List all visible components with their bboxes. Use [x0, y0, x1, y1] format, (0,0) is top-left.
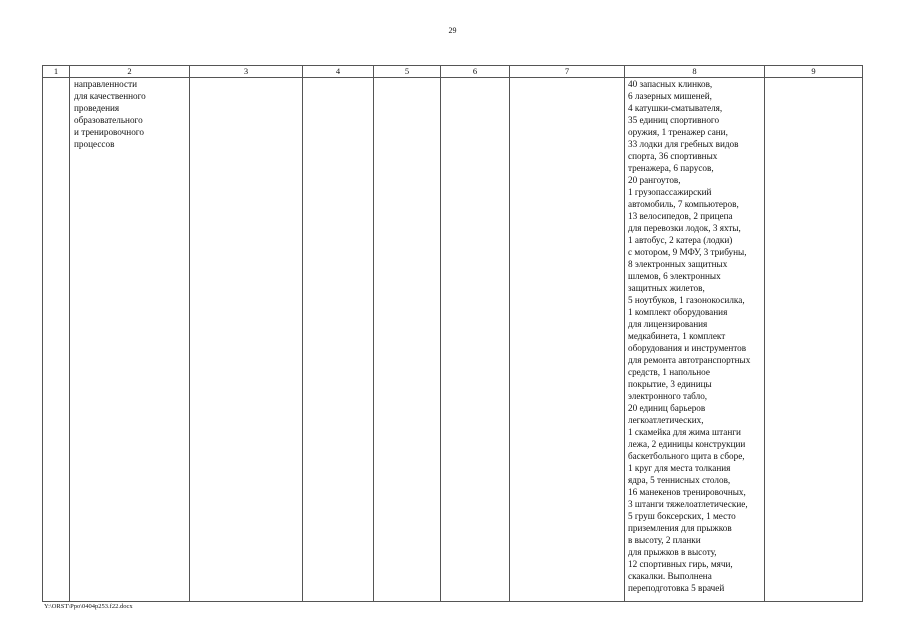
table-cell-col8: 40 запасных клинков, 6 лазерных мишеней, 4 катушки-сматывателя, 35 единиц спортивного оружия, 1 тренажер сани, 33 лодки для гребных видов спорта, 36 спортивных тренажера, 6 парусов, 20 рангоутов, 1 грузопассажирский автомобиль, 7 компьютеров, 13 велосипедов, 2 прицепа для перевозки лодок, 3 яхты, 1 автобус, 2 катера (лодки) с мотором, 9 МФУ, 3 трибуны, 8 электронных защитных шлемов, 6 электронных защитных жилетов, 5 ноутбуков, 1 газонокосилка, 1 комплект оборудования для лицензирования медкабинета, 1 комплект оборудования и инструментов для ремонта автотранспортных средств, 1 напольное покрытие, 3 единицы электронного табло, 20 единиц барьеров легкоатлетических, 1 скамейка для жима штанги лежа, 2 единицы конструкции баскетбольного щита в сборе, 1 круг для места толкания ядра, 5 теннисных столов, 16 манекенов тренировочных, 3 штанги тяжелоатлетические, 5 груш боксерских, 1 место приземления для прыжков в высоту, 2 планки для прыжков в высоту, 12 спортивных гирь, мячи, скакалки. Выполнена переподготовка 5 врачей: [625, 78, 765, 602]
table-header-row: [43, 66, 863, 78]
column-header: 1: [43, 66, 70, 78]
table-cell-col4: [303, 78, 374, 602]
table-cell-col6: [441, 78, 510, 602]
footer-file-path: Y:\ORST\Ppo\0404p253.f22.docx: [44, 603, 133, 610]
page-number: 29: [448, 26, 457, 35]
column-header: 3: [190, 66, 303, 78]
column-header: 5: [374, 66, 441, 78]
column-header: 2: [70, 66, 190, 78]
document-table: [42, 65, 863, 602]
table-cell-col1: [43, 78, 70, 602]
table-cell-col2: направленности для качественного проведения образовательного и тренировочного процессов: [70, 78, 190, 602]
table-cell-col7: [510, 78, 625, 602]
column-header: 8: [625, 66, 765, 78]
column-header: 4: [303, 66, 374, 78]
table-row: [43, 78, 863, 602]
table-cell-col9: [765, 78, 863, 602]
column-header: 7: [510, 66, 625, 78]
column-header: 9: [765, 66, 863, 78]
table-cell-col5: [374, 78, 441, 602]
column-header: 6: [441, 66, 510, 78]
table-cell-col3: [190, 78, 303, 602]
